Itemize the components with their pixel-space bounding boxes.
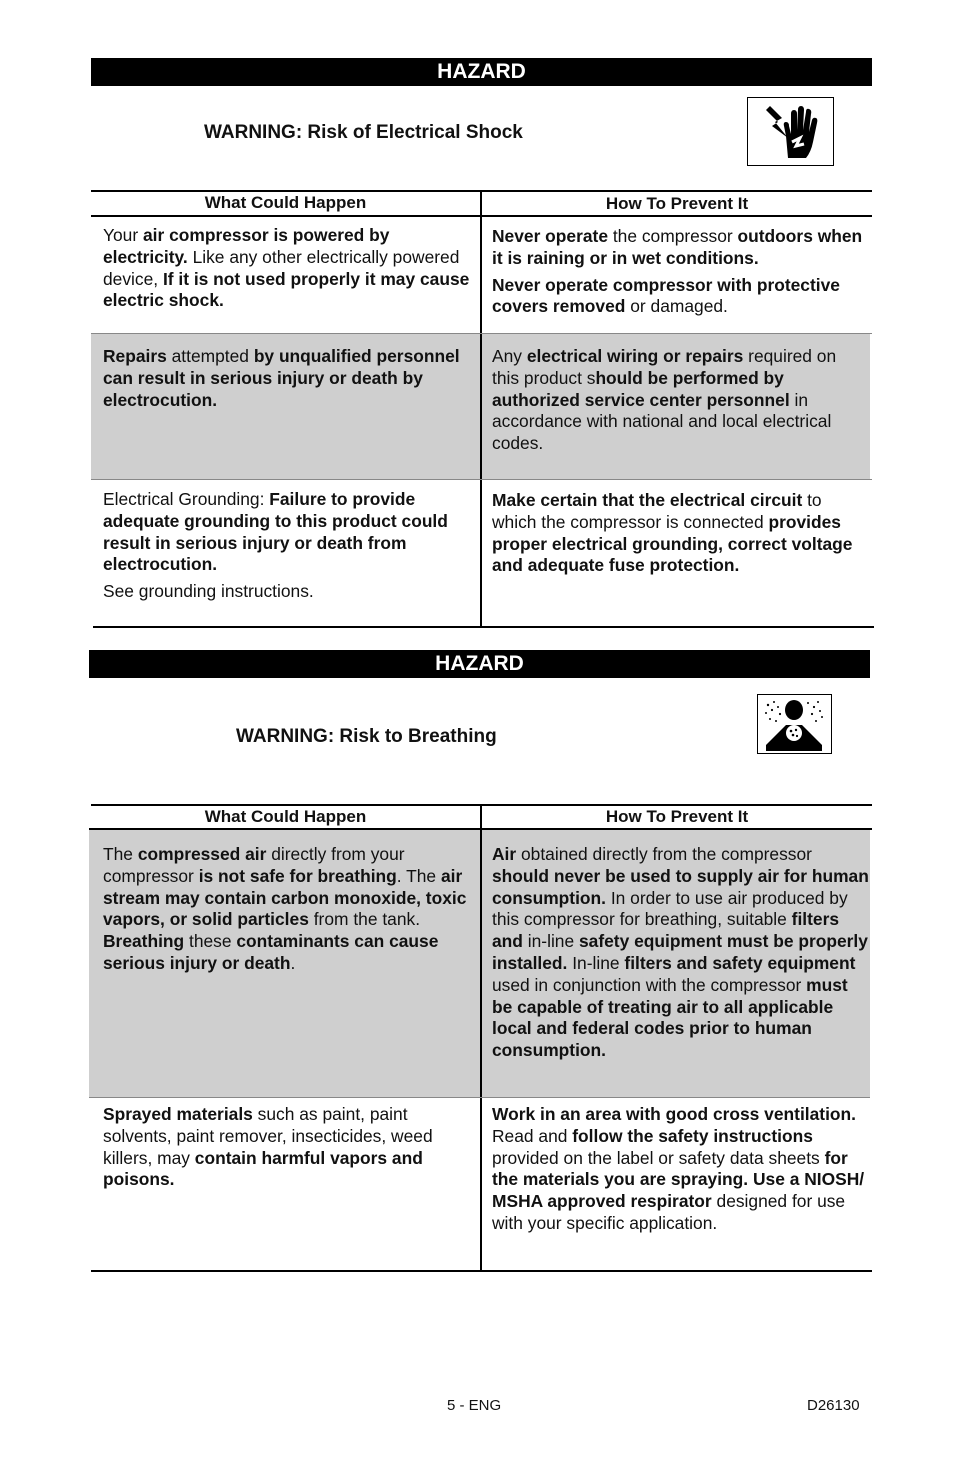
table-cell: [492, 844, 870, 1067]
cell-paragraph: [492, 1104, 868, 1235]
cell-paragraph: [492, 226, 868, 270]
bold-text: for the materials you are spraying. Use a NIOSH/ MSHA approved respirator: [492, 1147, 865, 1212]
hazard-banner: HAZARD: [91, 58, 872, 86]
electrical-shock-hand-icon: [747, 97, 834, 166]
cell-paragraph: [492, 346, 862, 455]
cell-paragraph: [103, 581, 475, 603]
bold-text: air stream may contain carbon monoxide, toxic vapors, or solid particles: [103, 865, 467, 930]
text: required on this product s: [492, 346, 837, 388]
text: In order to use air produced by this compressor for breathing, suitable: [492, 887, 848, 930]
text: from the tank.: [308, 909, 421, 930]
cell-paragraph: [103, 1104, 473, 1191]
cell-paragraph: [492, 844, 870, 1062]
text: in-line: [522, 931, 579, 952]
cell-paragraph: [103, 489, 475, 576]
warning-title-breathing: WARNING: Risk to Breathing: [236, 726, 497, 747]
column-header-how-to-prevent: How To Prevent It: [605, 194, 749, 213]
text: Your: [103, 225, 143, 245]
bold-text: Work in an area with good cross ventilation.: [492, 1104, 856, 1124]
text: . The: [396, 865, 441, 886]
table-cell: [492, 1104, 868, 1240]
table-cell: [103, 225, 473, 317]
respiratory-hazard-icon: [757, 694, 832, 754]
text: Electrical Grounding:: [103, 489, 270, 509]
hazard-banner: HAZARD: [89, 650, 870, 678]
bold-text: follow the safety instructions: [572, 1125, 813, 1146]
text: these: [184, 931, 237, 952]
table-cell: [492, 226, 868, 323]
bold-text: electrical wiring or repairs: [526, 346, 744, 366]
bold-text: must be capable of treating air to all applicable local and federal codes prior to human consumption.: [492, 974, 848, 1061]
bold-text: safety equipment must be properly installed.: [492, 931, 868, 973]
bold-text: is not safe for breathing: [198, 865, 397, 886]
page-number: 5 - ENG: [447, 1397, 502, 1414]
text: designed for use with your specific application.: [492, 1191, 846, 1233]
bold-text: Make certain that the electrical circuit: [492, 490, 803, 510]
text: Any: [492, 346, 527, 366]
text: such as paint, paint solvents, paint remover, insecticides, weed killers, may: [103, 1104, 433, 1168]
text: to which the compressor is connected: [492, 490, 822, 532]
text: Like any other electrically powered device,: [103, 246, 460, 289]
text: obtained directly from the compressor: [516, 844, 812, 864]
column-header-how-to-prevent: How To Prevent It: [605, 807, 749, 826]
text: See grounding instructions.: [103, 581, 314, 602]
bold-text: Repairs: [103, 346, 167, 366]
cell-paragraph: [103, 225, 473, 312]
table-cell: [103, 1104, 473, 1196]
text: attempted: [166, 346, 254, 366]
bold-text: by unqualified personnel can result in serious injury or death by electrocution.: [103, 346, 460, 410]
cell-paragraph: [103, 346, 473, 411]
text: In-line: [567, 952, 625, 973]
table-cell: [103, 844, 473, 980]
bold-text: Failure to provide adequate grounding to this product could result in serious injury or death from electrocution.: [103, 489, 448, 575]
text: in accordance with national and local electrical codes.: [492, 389, 832, 454]
bold-text: Never operate compressor with protective covers removed: [492, 274, 840, 317]
text: Read and: [492, 1125, 573, 1146]
bold-text: compressed air: [137, 844, 267, 864]
bold-text: provides proper electrical grounding, correct voltage and adequate fuse protection.: [492, 511, 853, 576]
text: provided on the label or safety data sheets: [492, 1147, 825, 1168]
table-cell: [103, 489, 475, 608]
bold-text: contaminants can cause serious injury or death: [103, 931, 439, 973]
cell-paragraph: [492, 490, 868, 577]
bold-text: If it is not used properly it may cause electric shock.: [103, 268, 470, 311]
bold-text: filters and: [492, 909, 840, 952]
text: used in conjunction with the compressor: [492, 974, 807, 995]
bold-text: Breathing: [103, 931, 185, 952]
document-code: D26130: [807, 1397, 860, 1414]
cell-paragraph: [103, 844, 473, 975]
bold-text: air compressor is powered by electricity.: [103, 225, 390, 267]
bold-text: Sprayed materials: [103, 1104, 253, 1124]
bold-text: Never operate: [492, 226, 608, 246]
bold-text: should never be used to supply air for human consumption.: [492, 865, 869, 908]
cell-paragraph: [492, 275, 868, 319]
text: .: [290, 952, 296, 973]
table-cell: [103, 346, 473, 416]
text: directly from your compressor: [103, 844, 405, 886]
bold-text: filters and safety equipment: [624, 952, 856, 973]
bold-text: contain harmful vapors and poisons.: [103, 1147, 423, 1190]
bold-text: hould be performed by authorized service center personnel: [492, 367, 790, 410]
column-header-what-could-happen: What Could Happen: [204, 193, 367, 212]
text: The: [103, 844, 138, 864]
bold-text: Air: [492, 844, 517, 864]
text: the compressor: [608, 226, 738, 246]
table-cell: [492, 346, 862, 460]
text: or damaged.: [625, 296, 728, 317]
table-cell: [492, 490, 868, 582]
bold-text: outdoors when it is raining or in wet conditions.: [492, 226, 863, 268]
warning-title-electrical: WARNING: Risk of Electrical Shock: [204, 122, 523, 143]
column-header-what-could-happen: What Could Happen: [204, 807, 367, 826]
